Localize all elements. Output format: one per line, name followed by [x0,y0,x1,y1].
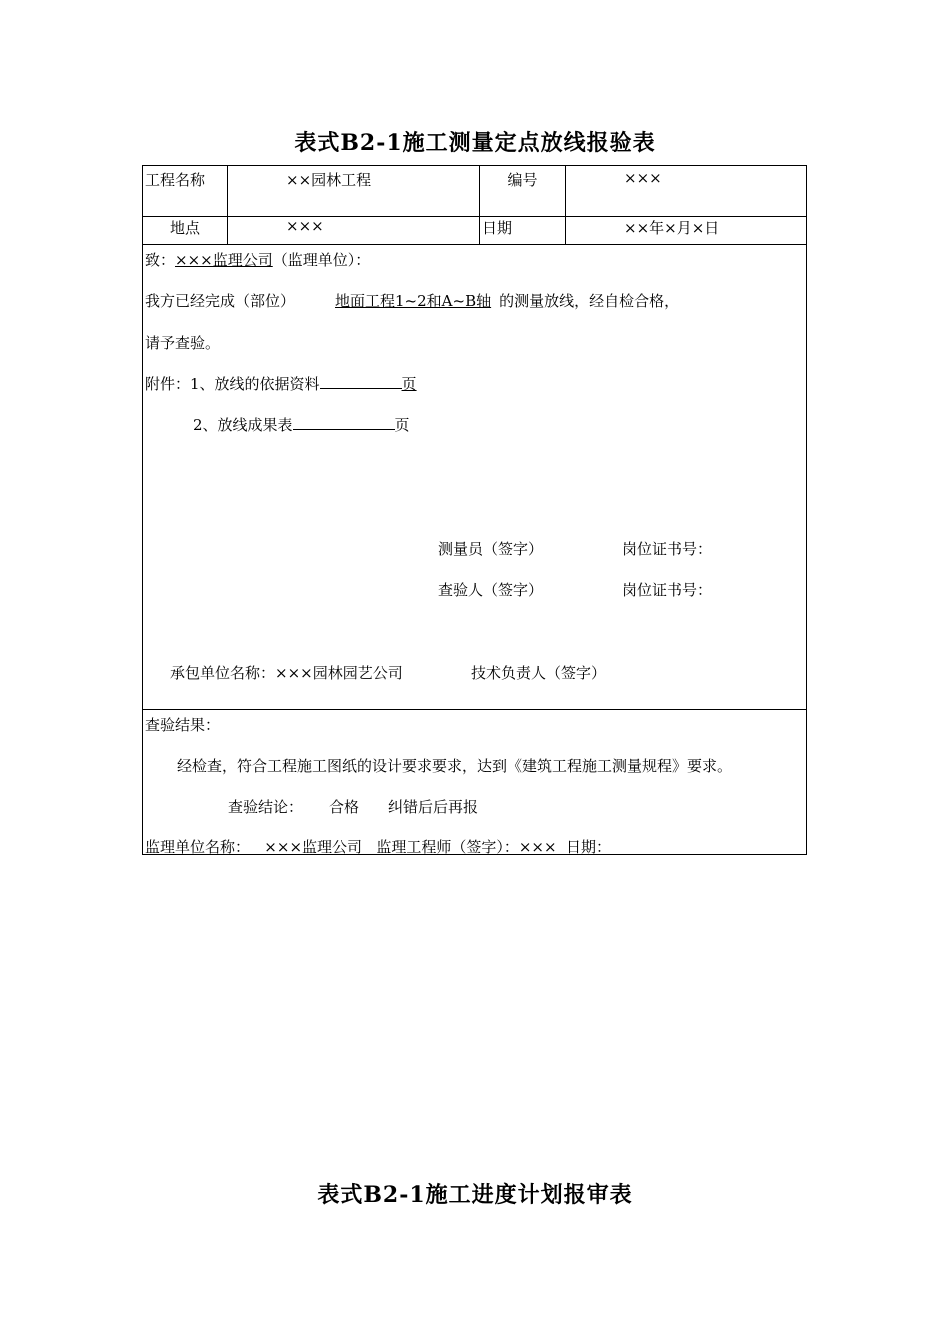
supervisor-signature-line: 监理单位名称： ×××监理公司 监理工程师（签字）：××× 日期： [145,838,612,856]
inspector-signature: 查验人（签字） [438,581,544,599]
conclusion-pass: 合格 [329,798,360,816]
location-label: 地点 [143,217,228,245]
form2-title: 表式B2-1施工进度计划报审表 [317,1182,633,1208]
date-label: 日期 [480,217,566,245]
completed-part: 地面工程1~2和A~B轴 [335,292,492,310]
result-text: 经检查，符合工程施工图纸的设计要求要求，达到《建筑工程施工测量规程》要求。 [177,757,733,775]
contractor-name: 承包单位名称：×××园林园艺公司 [170,664,403,682]
tech-lead-signature: 技术负责人（签字） [471,664,607,682]
completion-line: 我方已经完成（部位） 地面工程1~2和A~B轴 的测量放线，经自检合格， [145,292,680,310]
location-value: ××× [228,217,480,245]
number-value: ××× [566,166,807,217]
project-name-value: ××园林工程 [228,166,480,217]
conclusion-fix: 纠错后后再报 [388,798,479,816]
result-section [143,710,807,855]
conclusion-label: 查验结论： [228,798,304,816]
surveyor-cert: 岗位证书号： [622,540,713,558]
application-section [143,245,807,710]
addressee-line: 致：×××监理公司（监理单位）： [145,251,371,269]
request-line: 请予查验。 [145,334,221,352]
inspector-cert: 岗位证书号： [622,581,713,599]
attachment-1: 附件：1、放线的依据资料 页 [145,375,417,393]
attachment-2: 2、放线成果表 页 [193,416,410,434]
date-value: ××年×月×日 [566,217,807,245]
result-label: 查验结果： [145,716,221,734]
project-name-label: 工程名称 [143,166,228,217]
form-title: 表式B2-1施工测量定点放线报验表 [294,130,656,156]
number-label: 编号 [480,166,566,217]
inspection-form [142,165,807,855]
supervisor-company: ×××监理公司 [175,251,273,269]
surveyor-signature: 测量员（签字） [438,540,544,558]
